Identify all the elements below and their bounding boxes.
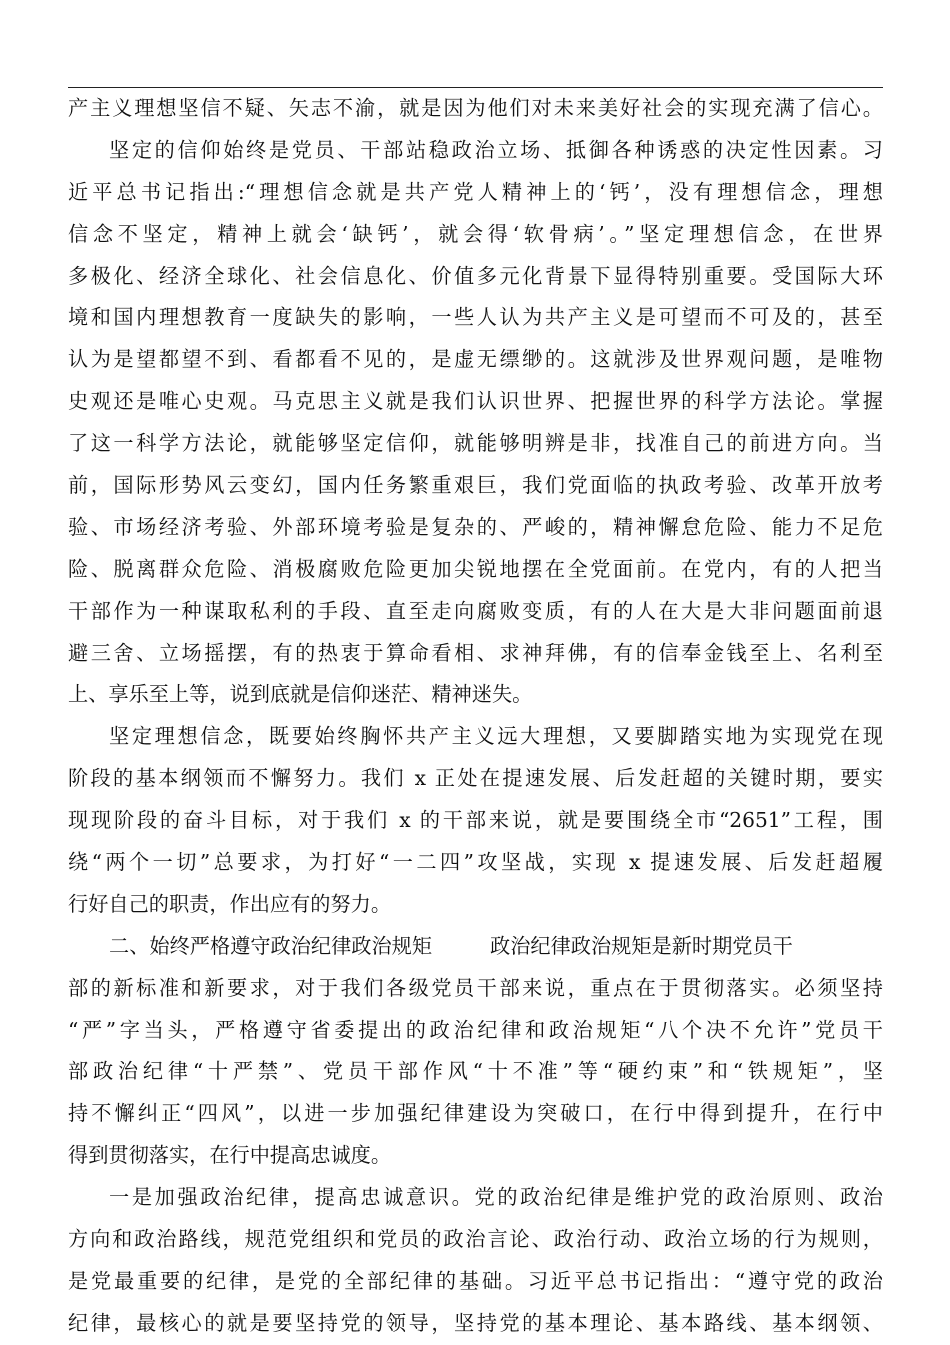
- text-line: 部政治纪律“十严禁”、党员干部作风“十不准”等“硬约束”和“铁规矩”，坚: [68, 1059, 883, 1084]
- section-intro-text: 政治纪律政治规矩是新时期党员干: [490, 933, 793, 958]
- section-heading: 二、始终严格遵守政治纪律政治规矩: [109, 933, 433, 958]
- text-line: 部的新标准和新要求，对于我们各级党员干部来说，重点在于贯彻落实。必须坚持: [68, 975, 883, 1000]
- text-line: 近平总书记指出:“理想信念就是共产党人精神上的‘钙’，没有理想信念，理想: [68, 179, 883, 204]
- text-line: 方向和政治路线，规范党组织和党员的政治言论、政治行动、政治立场的行为规则，: [68, 1227, 883, 1252]
- text-line: 避三舍、立场摇摆，有的热衷于算命看相、求神拜佛，有的信奉金钱至上、名利至: [68, 640, 883, 665]
- text-line: 前，国际形势风云变幻，国内任务繁重艰巨，我们党面临的执政考验、改革开放考: [68, 473, 883, 498]
- body-text: [68, 88, 883, 1345]
- text-line: 信念不坚定，精神上就会‘缺钙’，就会得‘软骨病’。”坚定理想信念，在世界: [68, 221, 883, 246]
- text-line: 验、市场经济考验、外部环境考验是复杂的、严峻的，精神懈怠危险、能力不足危: [68, 514, 883, 539]
- text-line: “严”字当头，严格遵守省委提出的政治纪律和政治规矩“八个决不允许”党员干: [68, 1017, 883, 1042]
- text-line: 是党最重要的纪律，是党的全部纪律的基础。习近平总书记指出：“遵守党的政治: [68, 1268, 883, 1293]
- text-line: 了这一科学方法论，就能够坚定信仰，就能够明辨是非，找准自己的前进方向。当: [68, 431, 883, 456]
- paragraph-first-line: 坚定理想信念，既要始终胸怀共产主义远大理想，又要脚踏实地为实现党在现: [109, 724, 883, 749]
- text-line: 产主义理想坚信不疑、矢志不渝，就是因为他们对未来美好社会的实现充满了信心。: [68, 96, 883, 120]
- text-line: 干部作为一种谋取私利的手段、直至走向腐败变质，有的人在大是大非问题面前退: [68, 598, 883, 623]
- text-line: 绕“两个一切”总要求，为打好“一二四”攻坚战，实现 x 提速发展、后发赶超履: [68, 850, 883, 875]
- section-heading-line: [68, 926, 883, 968]
- text-line: 阶段的基本纲领而不懈努力。我们 x 正处在提速发展、后发赶超的关键时期，要实: [68, 766, 883, 791]
- text-line: 纪律，最核心的就是要坚持党的领导，坚持党的基本理论、基本路线、基本纲领、: [68, 1310, 883, 1335]
- paragraph-last-line: 上、享乐至上等，说到底就是信仰迷茫、精神迷失。: [68, 682, 533, 707]
- paragraph-first-line: 一是加强政治纪律，提高忠诚意识。党的政治纪律是维护党的政治原则、政治: [109, 1185, 883, 1210]
- paragraph-last-line: 得到贯彻落实，在行中提高忠诚度。: [68, 1143, 392, 1168]
- paragraph-first-line: 坚定的信仰始终是党员、干部站稳政治立场、抵御各种诱惑的决定性因素。习: [109, 137, 883, 162]
- text-line: 险、脱离群众危险、消极腐败危险更加尖锐地摆在全党面前。在党内，有的人把当: [68, 556, 883, 581]
- text-line: 现现阶段的奋斗目标，对于我们 x 的干部来说，就是要围绕全市“2651”工程，围: [68, 808, 883, 833]
- text-line: 认为是望都望不到、看都看不见的，是虚无缥缈的。这就涉及世界观问题，是唯物: [68, 347, 883, 372]
- text-line: 多极化、经济全球化、社会信息化、价值多元化背景下显得特别重要。受国际大环: [68, 263, 883, 288]
- text-line: 史观还是唯心史观。马克思主义就是我们认识世界、把握世界的科学方法论。掌握: [68, 389, 883, 414]
- text-line: 持不懈纠正“四风”，以进一步加强纪律建设为突破口，在行中得到提升，在行中: [68, 1101, 883, 1126]
- paragraph-last-line: 行好自己的职责，作出应有的努力。: [68, 891, 392, 916]
- text-line: 境和国内理想教育一度缺失的影响，一些人认为共产主义是可望而不可及的，甚至: [68, 305, 883, 330]
